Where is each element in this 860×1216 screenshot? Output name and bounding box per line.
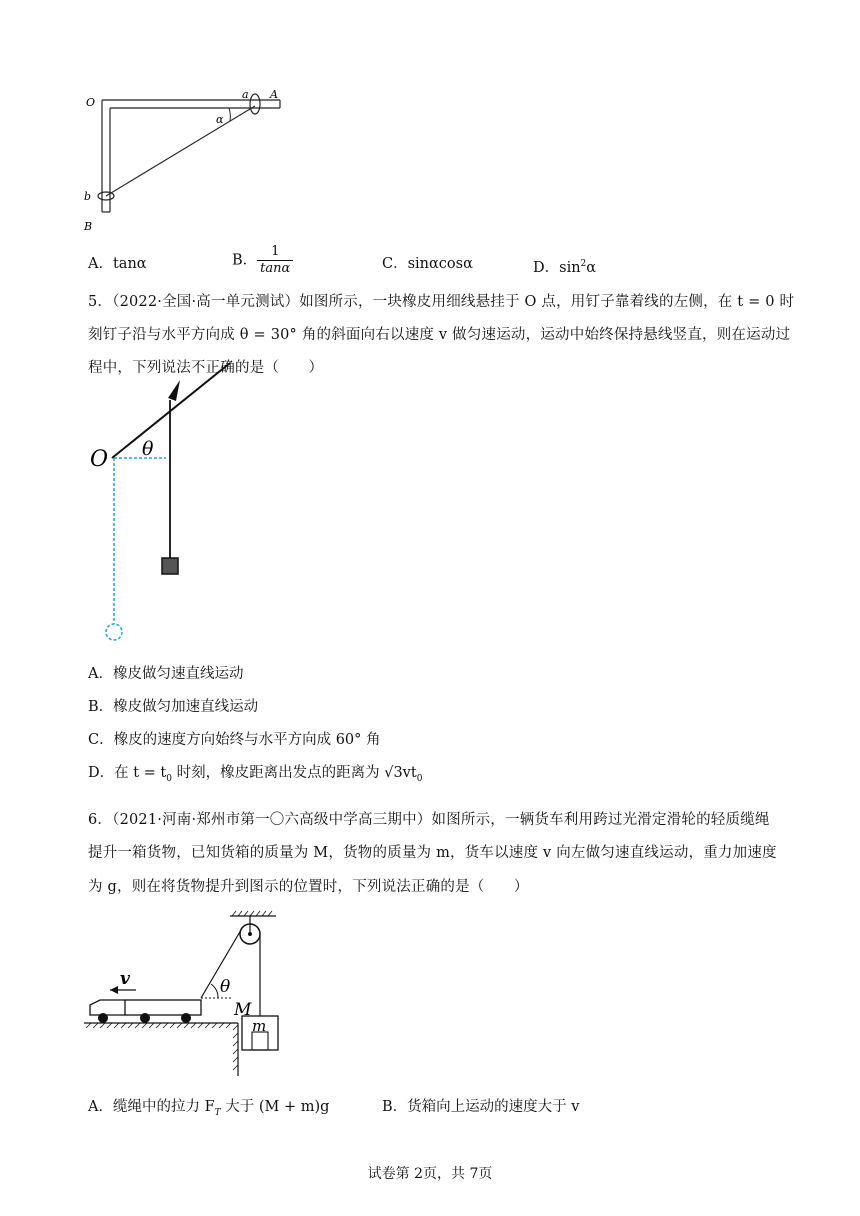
q6-option-a-prefix: A．缆绳中的拉力 F [88, 1099, 215, 1115]
fig6-label-m: m [252, 1017, 267, 1035]
q4-option-b-prefix: B． [232, 252, 258, 269]
q5-option-d-prefix: D．在 t = t [88, 765, 167, 781]
q4-option-d-prefix: D．sin [533, 259, 581, 276]
q6-option-a [88, 1097, 329, 1123]
q6-option-b: B．货箱向上运动的速度大于 v [382, 1099, 580, 1115]
q6-stem-line3: 为 g，则在将货物提升到图示的位置时，下列说法正确的是（ ） [88, 879, 529, 895]
q5-stem-line1: 5．（2022·全国·高一单元测试）如图所示，一块橡皮用细线悬挂于 O 点，用钉子靠着线的左侧，在 t = 0 时 [88, 294, 795, 310]
question4-figure [80, 88, 290, 238]
q5-option-b: B．橡皮做匀加速直线运动 [88, 699, 259, 715]
q4-option-b-denominator: tanα [260, 261, 291, 276]
q5-stem-line2: 刻钉子沿与水平方向成 θ = 30° 角的斜面向右以速度 v 做匀速运动，运动中始终保持悬线竖直，则在运动过 [88, 327, 791, 343]
q6-option-a-sub: T [214, 1107, 221, 1118]
page-footer: 试卷第 2页，共 7页 [367, 1166, 493, 1182]
q4-option-b-numerator: 1 [257, 244, 293, 261]
q4-option-c: C．sinαcosα [382, 256, 473, 272]
fig4-label-O: O [86, 96, 96, 109]
q5-option-a: A．橡皮做匀速直线运动 [88, 666, 244, 682]
fig5-label-O: O [90, 447, 109, 472]
q4-option-d [533, 254, 596, 278]
q4-option-b-fraction [257, 244, 293, 277]
q5-stem-line3: 程中，下列说法不正确的是（ ） [88, 360, 324, 376]
q4-option-d-suffix: α [586, 259, 597, 276]
fig4-label-b: b [84, 190, 92, 203]
fig4-label-alpha: α [216, 113, 224, 126]
fig6-label-v: v [120, 969, 130, 989]
q5-option-d-sub2: 0 [416, 773, 423, 784]
q6-stem-line1: 6．（2021·河南·郑州市第一〇六高级中学高三期中）如图所示，一辆货车利用跨过光滑定滑轮的轻质缆绳 [88, 812, 770, 828]
q5-option-d [88, 763, 422, 789]
question6-figure [80, 908, 290, 1080]
q4-option-a: A．tanα [88, 256, 147, 272]
q4-option-d-sup: 2 [580, 259, 587, 269]
fig6-label-theta: θ [220, 977, 231, 997]
fig6-label-M: M [234, 1000, 252, 1020]
fig5-label-theta: θ [142, 438, 154, 460]
q5-option-d-mid: 时刻，橡皮距离出发点的距离为 √3vt [172, 765, 417, 781]
fig4-label-a: a [242, 88, 249, 101]
q4-option-b [232, 244, 293, 277]
fig4-label-A: A [270, 88, 278, 101]
fig4-label-B: B [84, 220, 93, 233]
q6-stem-line2: 提升一箱货物，已知货箱的质量为 M，货物的质量为 m，货车以速度 v 向左做匀速直线运动，重力加速度 [88, 845, 777, 861]
question5-figure [84, 358, 244, 648]
q6-option-a-suffix: 大于 (M + m)g [220, 1099, 330, 1115]
q5-option-d-sub: 0 [166, 773, 172, 784]
q5-option-c: C．橡皮的速度方向始终与水平方向成 60° 角 [88, 732, 381, 748]
